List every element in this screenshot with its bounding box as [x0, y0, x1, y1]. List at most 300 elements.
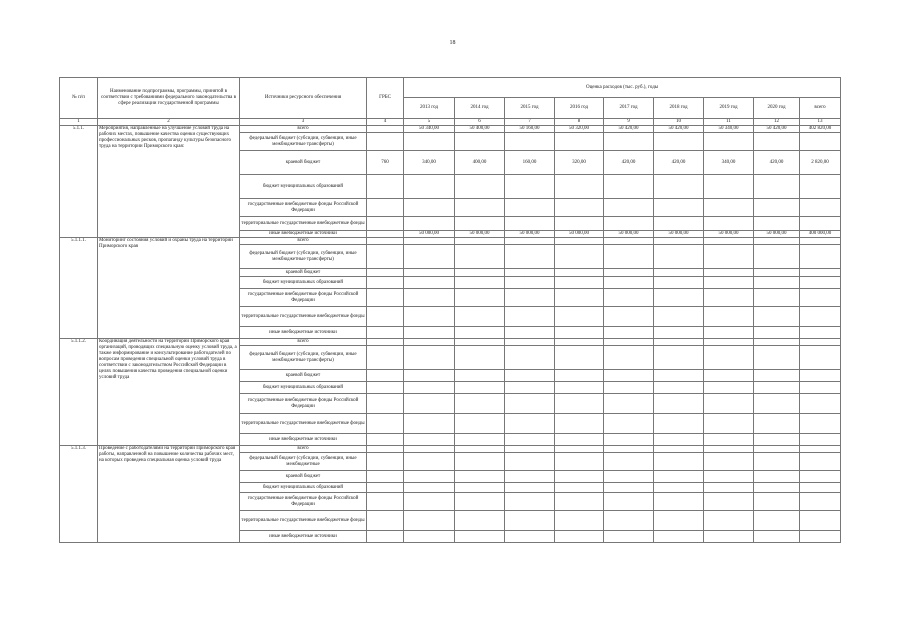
- funding-source: государственные внебюджетные фонды Российской Федерации: [240, 199, 367, 217]
- item-name: Мониторинг состояния условий и охраны труда на территории Приморского края: [98, 238, 240, 339]
- table-row: [60, 238, 841, 245]
- expense-value: [704, 531, 754, 543]
- expense-value: [404, 217, 455, 231]
- expense-value: [704, 493, 754, 511]
- expense-value: [604, 217, 654, 231]
- expense-value: [404, 245, 455, 269]
- expense-value: [555, 511, 604, 531]
- funding-source: бюджет муниципальных образований: [240, 382, 367, 394]
- grbs-code: [367, 471, 404, 483]
- expense-value: [455, 446, 505, 453]
- expense-value: [505, 277, 555, 289]
- expense-value: [505, 238, 555, 245]
- expense-value: [654, 471, 704, 483]
- funding-source: бюджет муниципальных образований: [240, 277, 367, 289]
- funding-source: иные внебюджетные источники: [240, 327, 367, 339]
- expense-value: [754, 327, 800, 339]
- expense-value: [404, 414, 455, 434]
- expense-value: [505, 434, 555, 446]
- column-number: 9: [604, 119, 654, 126]
- expense-value: [754, 238, 800, 245]
- expense-total: [800, 269, 841, 277]
- expense-value: [555, 245, 604, 269]
- expense-value: 50 420,00: [754, 126, 800, 133]
- expense-value: [505, 269, 555, 277]
- expense-value: [555, 414, 604, 434]
- expense-total: [800, 199, 841, 217]
- expense-value: [455, 199, 505, 217]
- expense-value: [505, 289, 555, 307]
- expense-value: [455, 453, 505, 471]
- grbs-code: [367, 339, 404, 346]
- funding-source: краевой бюджет: [240, 151, 367, 175]
- grbs-code: [367, 238, 404, 245]
- column-number: 8: [555, 119, 604, 126]
- expense-value: [455, 277, 505, 289]
- expense-value: [754, 289, 800, 307]
- expense-value: [505, 483, 555, 493]
- header-year: 2017 год: [604, 98, 654, 119]
- expense-value: [704, 394, 754, 414]
- expense-total: 2 820,00: [800, 151, 841, 175]
- expense-value: [704, 511, 754, 531]
- expense-value: [604, 453, 654, 471]
- expense-value: [404, 327, 455, 339]
- expense-value: 50 000,00: [404, 231, 455, 238]
- grbs-code: [367, 434, 404, 446]
- header-year: 2015 год: [505, 98, 555, 119]
- expense-value: [654, 245, 704, 269]
- expense-value: [404, 339, 455, 346]
- expense-total: [800, 483, 841, 493]
- expense-value: [555, 394, 604, 414]
- header-source: Источники ресурсного обеспечения: [240, 78, 367, 119]
- expense-total: [800, 511, 841, 531]
- expense-value: [754, 414, 800, 434]
- funding-source: иные внебюджетные источники: [240, 531, 367, 543]
- expense-value: [754, 199, 800, 217]
- expense-value: [654, 394, 704, 414]
- expense-total: [800, 434, 841, 446]
- expense-value: [654, 434, 704, 446]
- table-body: [60, 126, 841, 543]
- expense-value: [455, 434, 505, 446]
- funding-source: государственные внебюджетные фонды Российской Федерации: [240, 394, 367, 414]
- expense-value: [654, 346, 704, 370]
- header-year: 2013 год: [404, 98, 455, 119]
- expense-value: [654, 446, 704, 453]
- expense-value: [505, 370, 555, 382]
- funding-source: краевой бюджет: [240, 370, 367, 382]
- column-number: 1: [60, 119, 98, 126]
- expense-value: [704, 133, 754, 151]
- expense-value: [505, 199, 555, 217]
- expense-value: [704, 175, 754, 199]
- expense-value: [505, 133, 555, 151]
- header-name: Наименование подпрограммы, программы, принятой в соответствии с требованиями федерального законодательства в сфере реализации государственной программы: [98, 78, 240, 119]
- expense-value: [604, 199, 654, 217]
- expense-value: [455, 483, 505, 493]
- expense-value: 320,00: [555, 151, 604, 175]
- expense-value: [404, 346, 455, 370]
- funding-source: территориальные государственные внебюджетные фонды: [240, 414, 367, 434]
- table-row: [60, 339, 841, 346]
- expense-value: [754, 269, 800, 277]
- table-row: [60, 446, 841, 453]
- expense-value: [704, 414, 754, 434]
- expense-value: [704, 269, 754, 277]
- expense-value: 50 160,00: [505, 126, 555, 133]
- funding-source: всего: [240, 339, 367, 346]
- item-code: 5.1.1.: [60, 126, 98, 238]
- expense-value: [604, 327, 654, 339]
- column-number: 12: [754, 119, 800, 126]
- expense-value: [704, 327, 754, 339]
- funding-source: федеральный бюджет (субсидии, субвенции, иные межбюджетные трансферты): [240, 245, 367, 269]
- expense-value: [604, 133, 654, 151]
- expense-value: 50 400,00: [455, 126, 505, 133]
- grbs-code: [367, 446, 404, 453]
- funding-source: государственные внебюджетные фонды Российской Федерации: [240, 493, 367, 511]
- item-name: Проведение с работодателями на территории Приморского края работы, направленной на повышение количества рабочих мест, на которых проведена специальная оценка условий труда: [98, 446, 240, 543]
- funding-source: территориальные государственные внебюджетные фонды: [240, 307, 367, 327]
- expense-value: [604, 269, 654, 277]
- page-number: 18: [449, 40, 456, 46]
- column-number: 11: [704, 119, 754, 126]
- funding-source: территориальные государственные внебюджетные фонды: [240, 511, 367, 531]
- funding-source: всего: [240, 238, 367, 245]
- expense-value: [704, 370, 754, 382]
- grbs-code: [367, 346, 404, 370]
- expense-value: [555, 531, 604, 543]
- expense-value: 50 320,00: [555, 126, 604, 133]
- expense-value: [555, 327, 604, 339]
- expense-value: [505, 307, 555, 327]
- expense-total: 400 000,00: [800, 231, 841, 238]
- funding-source: бюджет муниципальных образований: [240, 175, 367, 199]
- funding-source: федеральный бюджет (субсидии, субвенции, иные межбюджетные: [240, 453, 367, 471]
- expense-value: [404, 434, 455, 446]
- expense-value: [505, 511, 555, 531]
- column-number: 3: [240, 119, 367, 126]
- expense-value: [404, 289, 455, 307]
- expense-value: [404, 277, 455, 289]
- expense-value: 50 000,00: [604, 231, 654, 238]
- expense-value: 340,00: [404, 151, 455, 175]
- expense-value: [604, 382, 654, 394]
- expense-total: [800, 217, 841, 231]
- funding-source: всего: [240, 126, 367, 133]
- expense-value: [704, 277, 754, 289]
- expense-value: [455, 382, 505, 394]
- grbs-code: [367, 289, 404, 307]
- expense-value: 50 340,00: [404, 126, 455, 133]
- expense-value: [555, 307, 604, 327]
- expense-value: [604, 346, 654, 370]
- expense-value: [604, 493, 654, 511]
- expense-value: [455, 346, 505, 370]
- expense-value: [604, 238, 654, 245]
- expense-value: [604, 175, 654, 199]
- expense-value: [604, 511, 654, 531]
- header-row-top: [60, 78, 841, 98]
- expense-value: [604, 414, 654, 434]
- funding-source: иные внебюджетные источники: [240, 434, 367, 446]
- expense-value: [704, 446, 754, 453]
- expense-value: [404, 446, 455, 453]
- expense-value: 50 420,00: [654, 126, 704, 133]
- expense-value: [754, 370, 800, 382]
- header-no: № п/п: [60, 78, 98, 119]
- expense-value: [604, 434, 654, 446]
- expense-total: [800, 453, 841, 471]
- expense-total: 402 820,00: [800, 126, 841, 133]
- expense-value: [404, 511, 455, 531]
- expense-value: [555, 446, 604, 453]
- grbs-code: [367, 382, 404, 394]
- expense-value: [704, 453, 754, 471]
- header-year: 2020 год: [754, 98, 800, 119]
- expense-value: [555, 471, 604, 483]
- expense-value: [404, 493, 455, 511]
- expense-value: [505, 493, 555, 511]
- expense-value: [654, 217, 704, 231]
- expense-value: [704, 339, 754, 346]
- expense-value: [455, 269, 505, 277]
- expense-value: [754, 133, 800, 151]
- expense-value: [404, 531, 455, 543]
- column-number: 7: [505, 119, 555, 126]
- expense-value: [604, 289, 654, 307]
- expense-value: [604, 339, 654, 346]
- funding-source: федеральный бюджет (субсидии, субвенции, иные межбюджетные трансферты): [240, 133, 367, 151]
- expense-value: [555, 493, 604, 511]
- funding-source: федеральный бюджет (субсидии, субвенции, иные межбюджетные трансферты): [240, 346, 367, 370]
- header-year: 2014 год: [455, 98, 505, 119]
- expense-value: [555, 453, 604, 471]
- grbs-code: [367, 453, 404, 471]
- expense-value: 50 420,00: [604, 126, 654, 133]
- expense-value: [604, 277, 654, 289]
- grbs-code: [367, 493, 404, 511]
- expense-value: [505, 175, 555, 199]
- expense-value: [555, 269, 604, 277]
- header-year: 2016 год: [555, 98, 604, 119]
- expense-value: 420,00: [754, 151, 800, 175]
- expense-total: [800, 446, 841, 453]
- grbs-code: [367, 269, 404, 277]
- expense-value: [754, 175, 800, 199]
- item-code: 5.1.1.2.: [60, 339, 98, 446]
- expense-value: [555, 370, 604, 382]
- expense-value: [654, 531, 704, 543]
- expense-value: [555, 339, 604, 346]
- expense-value: [604, 370, 654, 382]
- expense-value: [754, 446, 800, 453]
- expense-value: [404, 471, 455, 483]
- column-number: 6: [455, 119, 505, 126]
- funding-source: бюджет муниципальных образований: [240, 483, 367, 493]
- column-number: 10: [654, 119, 704, 126]
- column-number-row: [60, 119, 841, 126]
- expense-value: [455, 394, 505, 414]
- expense-value: 420,00: [604, 151, 654, 175]
- expense-value: [455, 493, 505, 511]
- expense-total: [800, 238, 841, 245]
- expense-value: [754, 346, 800, 370]
- expense-value: [505, 531, 555, 543]
- expense-value: [505, 346, 555, 370]
- header-grbs: ГРБС: [367, 78, 404, 119]
- header-expenses: Оценка расходов (тыс. руб.), годы: [404, 78, 841, 98]
- grbs-code: [367, 126, 404, 133]
- expense-value: [754, 453, 800, 471]
- expense-value: [704, 471, 754, 483]
- expense-value: [754, 511, 800, 531]
- expense-value: [455, 339, 505, 346]
- expense-value: [555, 346, 604, 370]
- budget-table: [59, 77, 841, 543]
- funding-source: государственные внебюджетные фонды Российской Федерации: [240, 289, 367, 307]
- expense-value: [455, 414, 505, 434]
- expense-value: [505, 471, 555, 483]
- header-year: 2018 год: [654, 98, 704, 119]
- expense-total: [800, 414, 841, 434]
- expense-value: 50 000,00: [754, 231, 800, 238]
- grbs-code: [367, 307, 404, 327]
- expense-value: [404, 453, 455, 471]
- expense-value: 50 000,00: [654, 231, 704, 238]
- expense-value: [505, 394, 555, 414]
- expense-value: [455, 289, 505, 307]
- grbs-code: 760: [367, 151, 404, 175]
- expense-value: [555, 217, 604, 231]
- expense-value: [505, 327, 555, 339]
- expense-value: [754, 307, 800, 327]
- expense-value: [455, 531, 505, 543]
- expense-value: [654, 370, 704, 382]
- expense-value: [754, 483, 800, 493]
- funding-source: краевой бюджет: [240, 471, 367, 483]
- expense-value: [604, 446, 654, 453]
- expense-value: [704, 238, 754, 245]
- expense-value: [455, 175, 505, 199]
- expense-total: [800, 327, 841, 339]
- column-number: 13: [800, 119, 841, 126]
- expense-value: [555, 289, 604, 307]
- expense-value: [754, 245, 800, 269]
- header-year: 2019 год: [704, 98, 754, 119]
- expense-value: 50 000,00: [505, 231, 555, 238]
- expense-value: [404, 370, 455, 382]
- expense-value: [654, 511, 704, 531]
- expense-total: [800, 493, 841, 511]
- expense-value: [604, 471, 654, 483]
- expense-value: 340,00: [704, 151, 754, 175]
- column-number: 4: [367, 119, 404, 126]
- expense-value: [654, 327, 704, 339]
- expense-value: [455, 307, 505, 327]
- expense-value: [505, 414, 555, 434]
- header-total: всего: [800, 98, 841, 119]
- funding-source: территориальные государственные внебюджетные фонды: [240, 217, 367, 231]
- funding-source: всего: [240, 446, 367, 453]
- expense-total: [800, 277, 841, 289]
- item-code: 5.1.1.1.: [60, 238, 98, 339]
- expense-value: [704, 199, 754, 217]
- expense-value: [654, 453, 704, 471]
- grbs-code: [367, 327, 404, 339]
- expense-total: [800, 175, 841, 199]
- expense-value: [654, 133, 704, 151]
- expense-value: [505, 339, 555, 346]
- expense-value: [555, 382, 604, 394]
- expense-value: [404, 238, 455, 245]
- expense-total: [800, 245, 841, 269]
- expense-value: [654, 483, 704, 493]
- expense-value: [754, 531, 800, 543]
- expense-value: [654, 269, 704, 277]
- expense-value: [704, 434, 754, 446]
- expense-value: [654, 339, 704, 346]
- expense-value: [654, 175, 704, 199]
- grbs-code: [367, 394, 404, 414]
- item-code: 5.1.1.3.: [60, 446, 98, 543]
- expense-total: [800, 394, 841, 414]
- item-name: Координация деятельности на территории Приморского края организаций, проводящих специальную оценку условий труда, а также информирование и консультирование работодателей по вопросам проведения специальной оценки условий труда в соответствии с законодательством Российской Федерации в целях повышения качества проведения специальной оценки условий труда: [98, 339, 240, 446]
- expense-value: [604, 307, 654, 327]
- expense-value: [455, 245, 505, 269]
- expense-value: [404, 483, 455, 493]
- expense-value: [555, 483, 604, 493]
- expense-value: [704, 346, 754, 370]
- grbs-code: [367, 483, 404, 493]
- expense-value: [754, 394, 800, 414]
- expense-value: [404, 269, 455, 277]
- expense-value: [555, 434, 604, 446]
- expense-value: [654, 277, 704, 289]
- expense-total: [800, 531, 841, 543]
- expense-value: [654, 382, 704, 394]
- expense-value: [704, 217, 754, 231]
- grbs-code: [367, 511, 404, 531]
- expense-value: [754, 217, 800, 231]
- expense-value: [604, 483, 654, 493]
- expense-value: [404, 133, 455, 151]
- expense-value: [555, 199, 604, 217]
- grbs-code: [367, 370, 404, 382]
- expense-value: [654, 289, 704, 307]
- expense-value: 50 340,00: [704, 126, 754, 133]
- grbs-code: [367, 231, 404, 238]
- expense-total: [800, 370, 841, 382]
- expense-value: [455, 370, 505, 382]
- expense-value: [704, 245, 754, 269]
- expense-value: [654, 199, 704, 217]
- expense-value: 420,00: [654, 151, 704, 175]
- funding-source: краевой бюджет: [240, 269, 367, 277]
- expense-value: [404, 394, 455, 414]
- expense-total: [800, 133, 841, 151]
- expense-value: [704, 289, 754, 307]
- expense-value: [604, 245, 654, 269]
- expense-value: [455, 327, 505, 339]
- expense-value: [704, 307, 754, 327]
- expense-value: [604, 531, 654, 543]
- expense-value: 400,00: [455, 151, 505, 175]
- expense-total: [800, 346, 841, 370]
- grbs-code: [367, 175, 404, 199]
